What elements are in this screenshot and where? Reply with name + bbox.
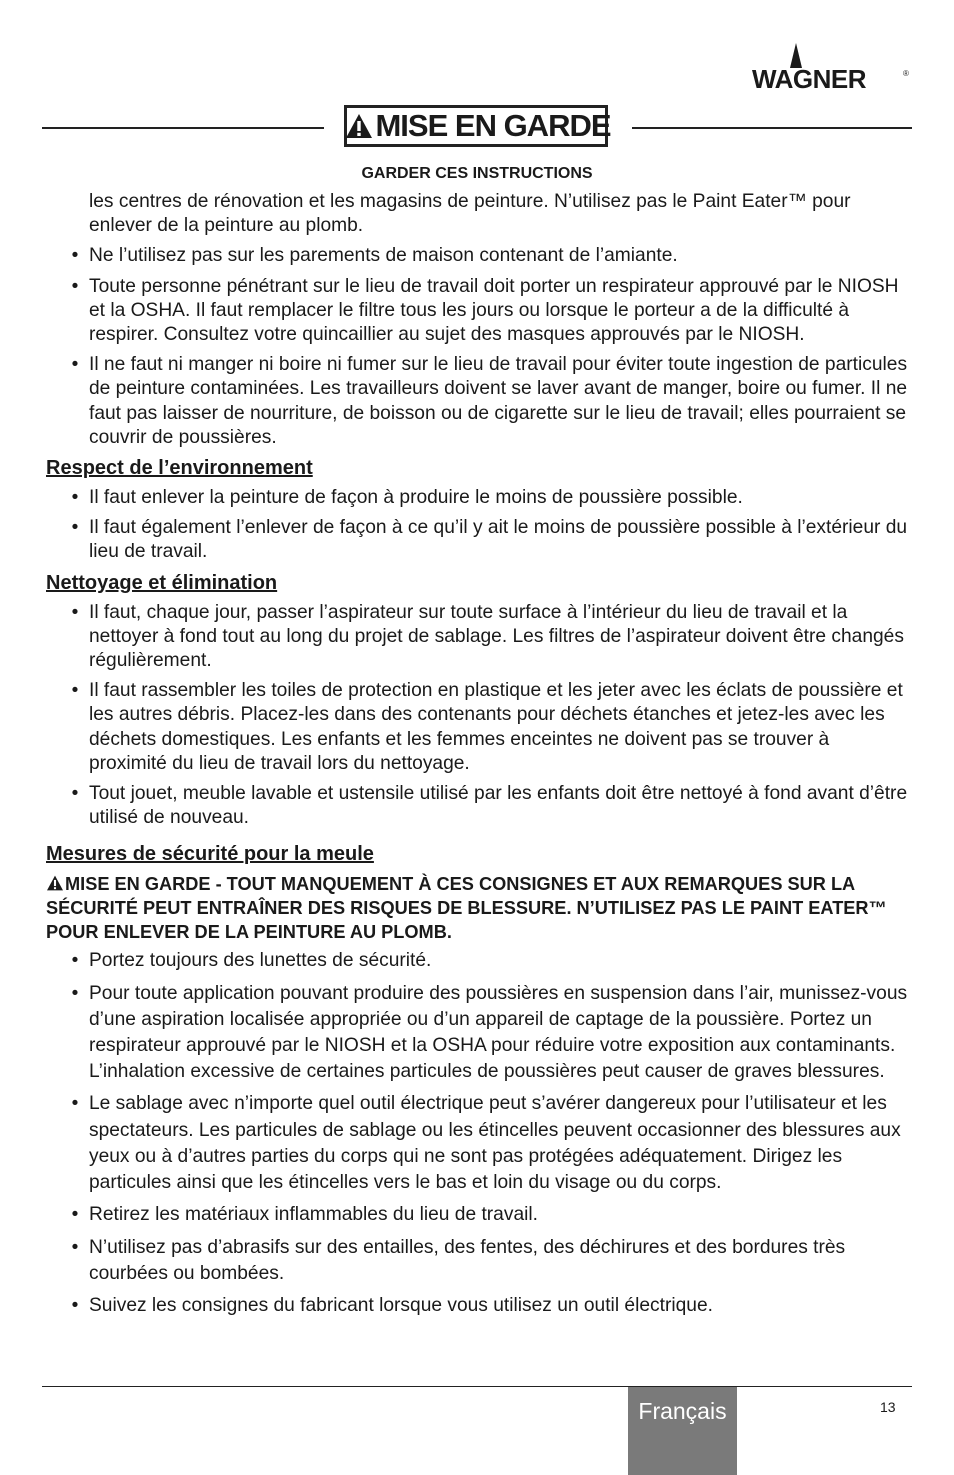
page-subtitle: GARDER CES INSTRUCTIONS — [361, 165, 593, 182]
list-item: • Il faut, chaque jour, passer l’aspirateur sur toute surface à l’intérieur du lieu de travail et la nettoyer à fond tout au long du projet de sablage. Les filtres de l’aspirateur doivent être changés régulièrement. — [46, 601, 912, 674]
list-item: • Toute personne pénétrant sur le lieu de travail doit porter un respirateur approuvé par le NIOSH et la OSHA. Il faut remplacer le filtre tous les jours ou lorsque le porteur a de la difficulté à respirer. Consultez votre quincaillier au sujet des masques approuvés par le NIOSH. — [46, 275, 912, 348]
section-heading-cleaning: Nettoyage et élimination — [46, 571, 278, 594]
list-item: • Suivez les consignes du fabricant lorsque vous utilisez un outil électrique. — [46, 1293, 912, 1319]
list-item: • Il faut enlever la peinture de façon à produire le moins de poussière possible. — [46, 486, 912, 510]
list-item: • Ne l’utilisez pas sur les parements de maison contenant de l’amiante. — [46, 244, 912, 268]
safety-warning-note: MISE EN GARDE - TOUT MANQUEMENT À CES CONSIGNES ET AUX REMARQUES SUR LA SÉCURITÉ PEUT ENTRAÎNER DES RISQUES DE BLESSURE. N’UTILISEZ PAS LE PAINT EATER™ POUR ENLEVER DE LA PEINTURE AU PLOMB. — [46, 874, 887, 943]
header-rule-right — [632, 127, 912, 129]
list-item: • Le sablage avec n’importe quel outil électrique peut s’avérer dangereux pour l’utilisateur et les spectateurs. Les particules de sablage ou les étincelles peuvent occasionner des blessures aux yeux ou à d’autres parties du corps qui ne sont pas protégées adéquatement. Dirigez les particules ainsi que les étincelles vers le bas et loin du visage ou du corps. — [46, 1091, 912, 1196]
list-item: • N’utilisez pas d’abrasifs sur des entailles, des fentes, des déchirures et des bordures très courbées ou bombées. — [46, 1235, 912, 1287]
bullet-icon: • — [71, 275, 79, 297]
bullet-icon: • — [71, 1204, 79, 1226]
warning-title-box — [344, 105, 611, 147]
cleaning-list — [46, 601, 912, 831]
logo-registered-mark: ® — [903, 69, 909, 78]
bullet-icon: • — [71, 783, 79, 805]
bullet-icon: • — [71, 245, 79, 267]
bullet-icon: • — [71, 517, 79, 539]
bullet-icon: • — [71, 950, 79, 972]
warning-triangle-icon — [345, 113, 373, 139]
header-rule-left — [42, 127, 324, 129]
list-item: • Il ne faut ni manger ni boire ni fumer sur le lieu de travail pour éviter toute ingestion de particules de peinture contaminées. Les travailleurs doivent se laver avant de manger, boire ou fumer. Il ne faut pas laisser de nourriture, de boisson ou de cigarette sur le lieu de travail; elles pourraient se couvrir de poussières. — [46, 353, 912, 450]
list-item: • Pour toute application pouvant produire des poussières en suspension dans l’air, munissez-vous d’une aspiration localisée appropriée ou d’un appareil de captage de la poussière. Portez un respirateur approuvé par le NIOSH et la OSHA pour réduire votre exposition aux contaminants. L’inhalation excessive de certaines particules de poussières peut causer de graves blessures. — [46, 981, 912, 1086]
bullet-icon: • — [71, 1236, 79, 1258]
footer-rule — [42, 1386, 912, 1387]
section-heading-grinder-safety: Mesures de sécurité pour la meule — [46, 843, 374, 866]
bullet-icon: • — [71, 601, 79, 623]
bullet-icon: • — [71, 354, 79, 376]
bullet-icon: • — [71, 487, 79, 509]
grinder-safety-list — [46, 948, 912, 1319]
warning-title: MISE EN GARDE — [375, 108, 611, 143]
environment-list — [46, 486, 912, 565]
page-number: 13 — [880, 1399, 896, 1415]
list-item: • Il faut également l’enlever de façon à ce qu’il y ait le moins de poussière possible à l’extérieur du lieu de travail. — [46, 516, 912, 564]
bullet-icon: • — [71, 680, 79, 702]
logo-wordmark: WAGNER — [752, 64, 866, 90]
grinder-safety-section — [46, 842, 912, 1319]
list-item: • Portez toujours des lunettes de sécurité. — [46, 948, 912, 974]
bullet-icon: • — [71, 1093, 79, 1115]
bullet-icon: • — [71, 982, 79, 1004]
bullet-icon: • — [71, 1294, 79, 1316]
warning-triangle-icon — [46, 875, 64, 891]
wagner-logo — [750, 40, 912, 90]
document-body — [46, 190, 912, 1325]
section-heading-environment: Respect de l’environnement — [46, 457, 313, 480]
list-item: • Il faut rassembler les toiles de protection en plastique et les jeter avec les éclats de poussière et les autres débris. Placez-les dans des contenants pour déchets étanches et jetez-les avec les déchets domestiques. Les enfants et les femmes enceintes ne doivent pas se trouver à proximité du lieu de travail lors du nettoyage. — [46, 679, 912, 776]
list-item: • Retirez les matériaux inflammables du lieu de travail. — [46, 1202, 912, 1228]
list-item: • Tout jouet, meuble lavable et ustensile utilisé par les enfants doit être nettoyé à fond avant d’être utilisé de nouveau. — [46, 782, 912, 830]
language-tab: Français — [628, 1387, 737, 1475]
continued-paragraph: les centres de rénovation et les magasins de peinture. N’utilisez pas le Paint Eater™ pour enlever de la peinture au plomb. — [89, 191, 851, 237]
intro-list — [46, 244, 912, 450]
